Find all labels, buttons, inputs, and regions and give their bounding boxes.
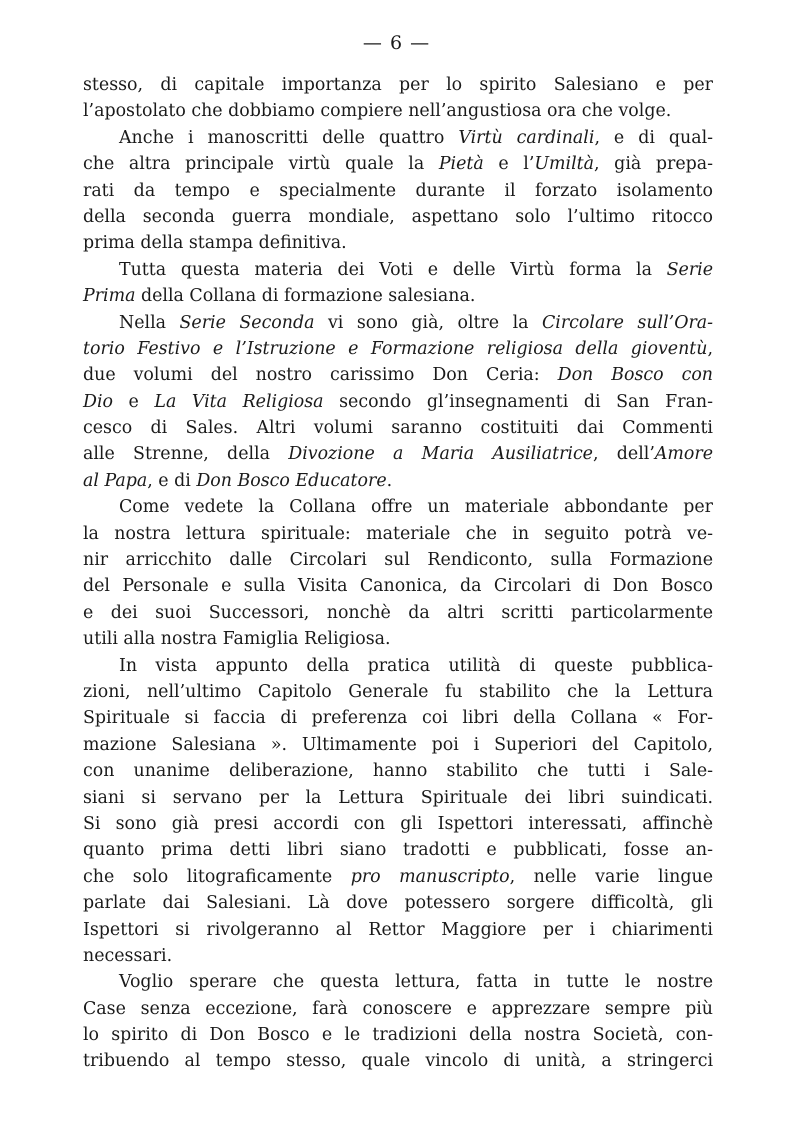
text-line [83, 785, 713, 811]
italic-text: Serie [666, 259, 713, 280]
text-line [83, 389, 713, 415]
document-body [83, 72, 713, 1075]
text-run: e dei suoi Successori, nonchè da altri scritti particolarmente [83, 602, 713, 623]
text-run: , e di [147, 470, 197, 491]
text-line [83, 547, 713, 573]
italic-text: Dio [83, 391, 113, 412]
text-run: tribuendo al tempo stesso, quale vincolo di unità, a stringerci [83, 1051, 713, 1072]
text-run: mazione Salesiana ». Ultimamente poi i Superiori del Capitolo, [83, 734, 713, 755]
paragraph [83, 494, 713, 652]
text-line [83, 468, 713, 494]
italic-text: pro manuscripto [350, 866, 510, 887]
text-run: con unanime deliberazione, hanno stabilito che tutti i Sale- [83, 761, 713, 782]
text-run: rati da tempo e specialmente durante il forzato isolamento [83, 180, 713, 201]
text-run: vi sono già, oltre la [314, 312, 542, 333]
text-run: Spirituale si faccia di preferenza coi libri della Collana « For- [83, 708, 713, 729]
text-run: prima della stampa definitiva. [83, 233, 347, 254]
italic-text: Prima [83, 286, 136, 307]
italic-text: torio Festivo e l’Istruzione e Formazione religiosa della gioventù [83, 338, 708, 359]
text-run: che solo litograficamente [83, 866, 351, 887]
text-line [83, 125, 713, 151]
text-line [83, 864, 713, 890]
text-line [83, 336, 713, 362]
text-line [83, 257, 713, 283]
text-line [83, 996, 713, 1022]
text-line [83, 283, 713, 309]
text-run: della Collana di formazione salesiana. [135, 286, 476, 307]
text-line [83, 573, 713, 599]
text-run: e l’ [483, 154, 535, 175]
text-line [83, 943, 713, 969]
text-line [83, 72, 713, 98]
text-run: la nostra lettura spirituale: materiale che in seguito potrà ve- [83, 523, 713, 544]
text-run: che altra principale virtù quale la [83, 154, 439, 175]
text-line [83, 415, 713, 441]
text-line [83, 178, 713, 204]
text-run: e [112, 391, 155, 412]
text-line [83, 310, 713, 336]
text-run: stesso, di capitale importanza per lo spirito Salesiano e per [83, 75, 713, 95]
italic-text: La Vita Religiosa [154, 391, 324, 412]
paragraph [83, 310, 713, 495]
text-run: parlate dai Salesiani. Là dove potessero sorgere difficoltà, gli [83, 893, 713, 914]
text-line [83, 1022, 713, 1048]
text-run: della seconda guerra mondiale, aspettano solo l’ultimo ritocco [83, 206, 713, 227]
text-line [83, 441, 713, 467]
text-line [83, 151, 713, 177]
text-line [83, 1048, 713, 1074]
text-line [83, 758, 713, 784]
italic-text: Amore [654, 444, 713, 465]
text-line [83, 98, 713, 124]
text-run: del Personale e sulla Visita Canonica, da Circolari di Don Bosco [83, 576, 713, 597]
text-run: utili alla nostra Famiglia Religiosa. [83, 629, 391, 650]
text-line [83, 362, 713, 388]
text-run: , nelle varie lingue [509, 866, 713, 887]
text-run: , già prepa- [594, 154, 713, 175]
text-run: , [707, 338, 713, 359]
text-run: , dell’ [592, 444, 655, 465]
paragraph [83, 653, 713, 970]
text-line [83, 653, 713, 679]
text-run: quanto prima detti libri siano tradotti e pubblicati, fosse an- [83, 840, 713, 861]
text-line [83, 679, 713, 705]
text-line [83, 494, 713, 520]
text-line [83, 917, 713, 943]
text-run: siani si servano per la Lettura Spirituale dei libri suindicati. [83, 787, 713, 808]
text-run: lo spirito di Don Bosco e le tradizioni della nostra Società, con- [83, 1025, 713, 1046]
text-run: Si sono già presi accordi con gli Ispettori interessati, affinchè [83, 813, 713, 834]
text-line [83, 890, 713, 916]
text-run: Voglio sperare che questa lettura, fatta in tutte le nostre [119, 972, 713, 993]
text-line [83, 732, 713, 758]
text-line [83, 811, 713, 837]
text-run: Ispettori si rivolgeranno al Rettor Maggiore per i chiarimenti [83, 919, 713, 940]
paragraph [83, 969, 713, 1075]
text-run: Case senza eccezione, farà conoscere e apprezzare sempre più [83, 998, 713, 1019]
text-run: Come vedete la Collana offre un materiale abbondante per [119, 497, 713, 518]
text-line [83, 204, 713, 230]
text-line [83, 626, 713, 652]
text-run: Tutta questa materia dei Voti e delle Virtù forma la [119, 259, 667, 280]
italic-text: al Papa [83, 470, 148, 491]
text-run: necessari. [83, 945, 173, 966]
text-run: due volumi del nostro carissimo Don Ceria: [83, 365, 558, 386]
paragraph [83, 72, 713, 125]
text-run: alle Strenne, della [83, 444, 289, 465]
text-run: Nella [119, 312, 180, 333]
text-run: cesco di Sales. Altri volumi saranno costituiti dai Commenti [83, 418, 713, 439]
italic-text: Umiltà [534, 154, 595, 175]
text-line [83, 230, 713, 256]
text-line [83, 600, 713, 626]
italic-text: Pietà [438, 154, 484, 175]
text-run: secondo gl’insegnamenti di San Fran- [323, 391, 713, 412]
text-run: Anche i manoscritti delle quattro [119, 127, 459, 148]
italic-text: Don Bosco Educatore [196, 470, 387, 491]
italic-text: Circolare sull’Ora- [542, 312, 714, 333]
italic-text: Divozione a Maria Ausiliatrice [288, 444, 593, 465]
text-run: , e di qual- [594, 127, 714, 148]
text-line [83, 969, 713, 995]
italic-text: Don Bosco con [557, 365, 713, 386]
text-line [83, 521, 713, 547]
italic-text: Virtù cardinali [458, 127, 595, 148]
italic-text: Serie Seconda [179, 312, 315, 333]
page-number: — 6 — [362, 32, 431, 54]
text-run: . [386, 470, 393, 491]
paragraph [83, 125, 713, 257]
text-run: In vista appunto della pratica utilità di queste pubblica- [119, 655, 713, 676]
text-line [83, 837, 713, 863]
text-line [83, 705, 713, 731]
text-run: zioni, nell’ultimo Capitolo Generale fu stabilito che la Lettura [83, 681, 713, 702]
text-run: nir arricchito dalle Circolari sul Rendiconto, sulla Formazione [83, 550, 713, 571]
paragraph [83, 257, 713, 310]
text-run: l’apostolato che dobbiamo compiere nell’angustiosa ora che volge. [83, 101, 672, 122]
